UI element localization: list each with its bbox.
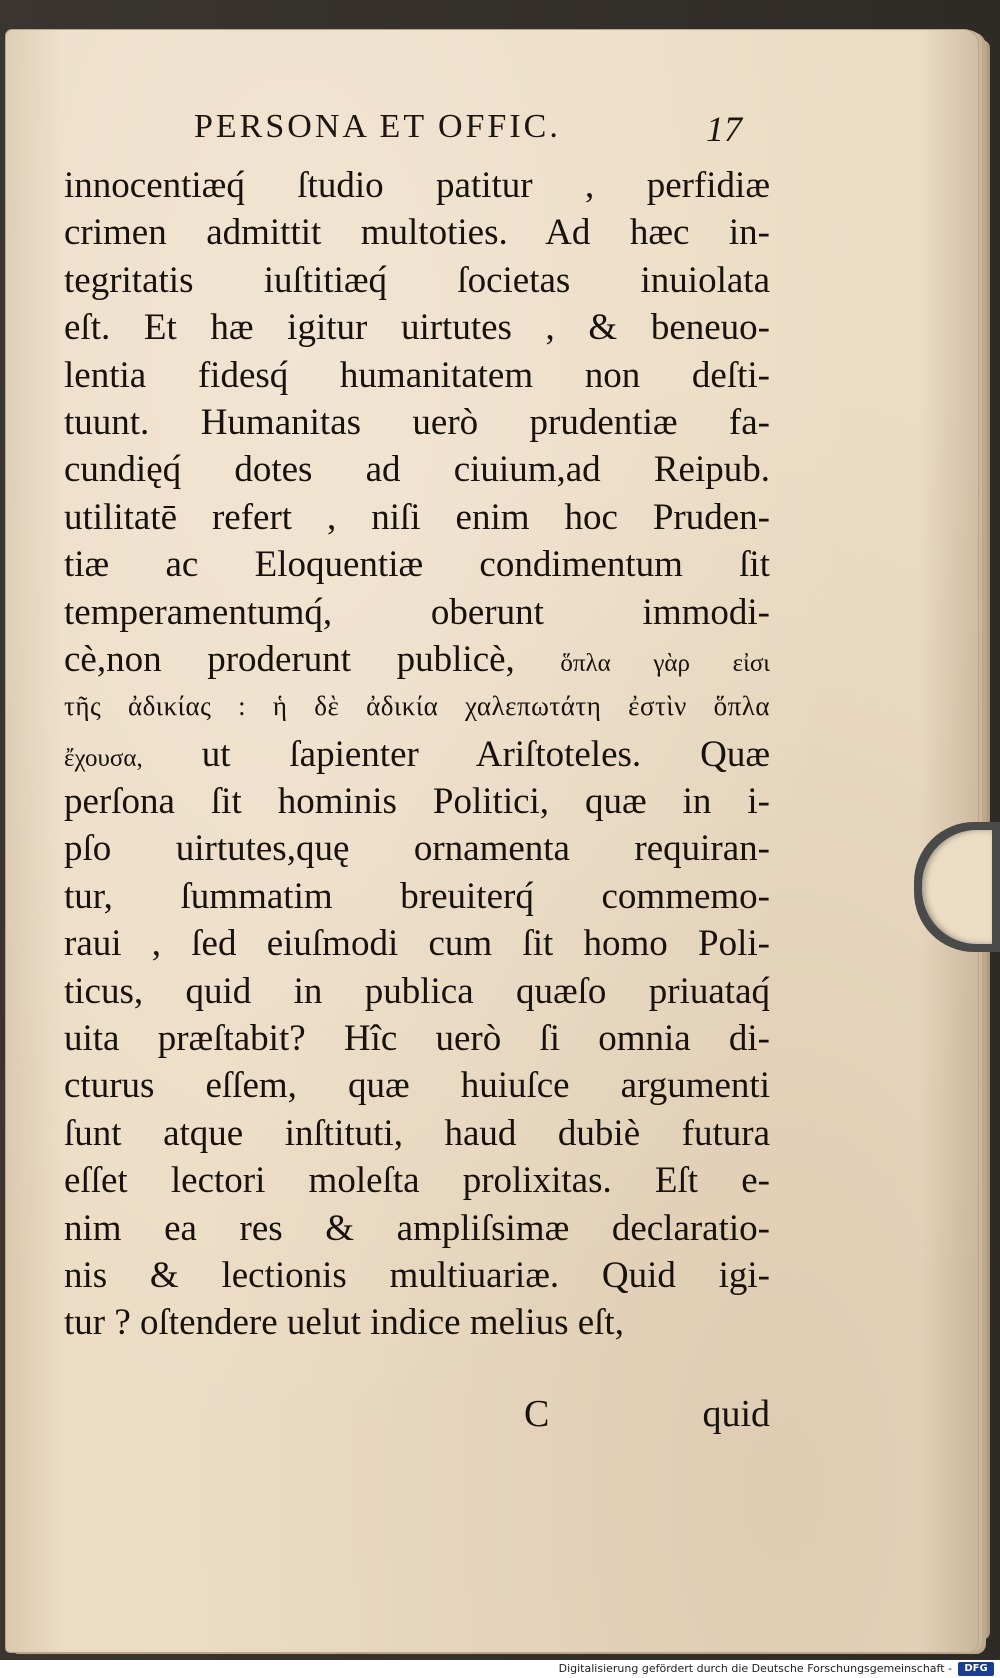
text-line: nis & lectionis multiuariæ. Quid igi- [64, 1254, 770, 1296]
text-line: innocentiæq́ ſtudio patitur , perfidiæ [64, 165, 770, 206]
text-line: ticus, quid in publica quæſo priuataq́ [64, 970, 770, 1012]
funding-credit: Digitalisierung gefördert durch die Deutsche Forschungsgemeinschaft - [558, 1662, 952, 1675]
text-line: tegritatis iuſtitiæq́ ſocietas inuiolata [64, 259, 770, 301]
text-line-latin: cè,non proderunt publicè, [64, 638, 515, 680]
footer-bar [0, 1660, 1000, 1678]
text-line: tur, ſummatim breuiterq́ commemo- [64, 875, 770, 917]
text-line: tur ? oſtendere uelut indice melius eſt, [64, 1302, 624, 1344]
text-line: eſſet lectori moleſta prolixitas. Eſt e- [64, 1160, 770, 1202]
dfg-logo: DFG [958, 1662, 994, 1676]
text-line: cundięq́ dotes ad ciuium,ad Reipub. [64, 449, 770, 491]
text-line: tiæ ac Eloquentiæ condimentum ſit [64, 544, 770, 586]
text-line: nim ea res & ampliſsimæ declaratio- [64, 1207, 770, 1249]
text-line: eſt. Et hæ igitur uirtutes , & beneuo- [64, 307, 770, 349]
clasp-opening [922, 830, 992, 944]
text-line: utilitatē refert , niſi enim hoc Pruden- [64, 496, 770, 538]
page-number: 17 [706, 109, 742, 149]
text-line: temperamentumq́, oberunt immodi- [64, 591, 770, 633]
greek-quote: ὅπλα γὰρ εἰσι [560, 649, 771, 677]
signature-mark: C [524, 1393, 550, 1435]
text-line: uita præſtabit? Hîc uerò ſi omnia di- [64, 1018, 770, 1060]
text-line-mixed [64, 731, 770, 778]
text-line: raui , ſed eiuſmodi cum ſit homo Poli- [64, 923, 770, 965]
text-line: tuunt. Humanitas uerò prudentiæ fa- [64, 401, 770, 443]
body-text [64, 162, 770, 1347]
text-line: pſo uirtutes,quę ornamenta requiran- [64, 828, 770, 870]
text-line: crimen admittit multoties. Ad hæc in- [64, 212, 770, 254]
greek-quote-line: τῆς ἀδικίας : ἡ δὲ ἀδικία χαλεπωτάτη ἐστὶν ὅπλα [64, 691, 770, 722]
text-line: perſona ſit hominis Politici, quæ in i- [64, 781, 770, 823]
greek-quote-end: ἔχουσα, [64, 744, 143, 772]
text-line-latin: ut ſapienter Ariſtoteles. Quæ [142, 733, 770, 775]
text-line: cturus eſſem, quæ huiuſce argumenti [64, 1065, 770, 1107]
catchword: quid [702, 1393, 770, 1435]
text-line: lentia fidesq́ humanitatem non deſti- [64, 354, 770, 396]
text-line-mixed [64, 636, 770, 683]
catch-line [64, 1392, 770, 1442]
running-head: PERSONA ET OFFIC. [194, 108, 561, 145]
page-header [60, 108, 760, 158]
text-line: ſunt atque inſtituti, haud dubiè futura [64, 1112, 770, 1154]
